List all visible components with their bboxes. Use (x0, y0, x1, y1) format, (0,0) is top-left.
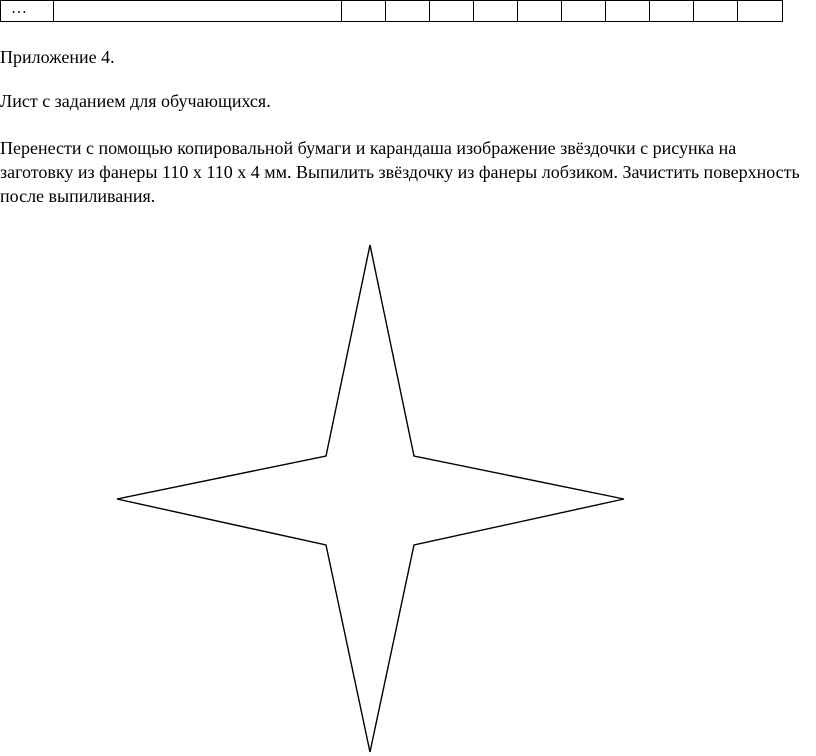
worksheet-subheading: Лист с заданием для обучающихся. (0, 91, 271, 111)
appendix-heading: Приложение 4. (0, 47, 115, 67)
table-cell-ellipsis: … (1, 1, 54, 22)
task-instructions: Перенести с помощью копировальной бумаги и карандаша изображение звёздочки с рисунка на заготовку из фанеры 110 х 110 х 4 мм. Выпилить звёздочку из фанеры лобзиком. Зачистить поверхность после выпиливания. (0, 138, 800, 206)
star-outline (117, 245, 624, 752)
